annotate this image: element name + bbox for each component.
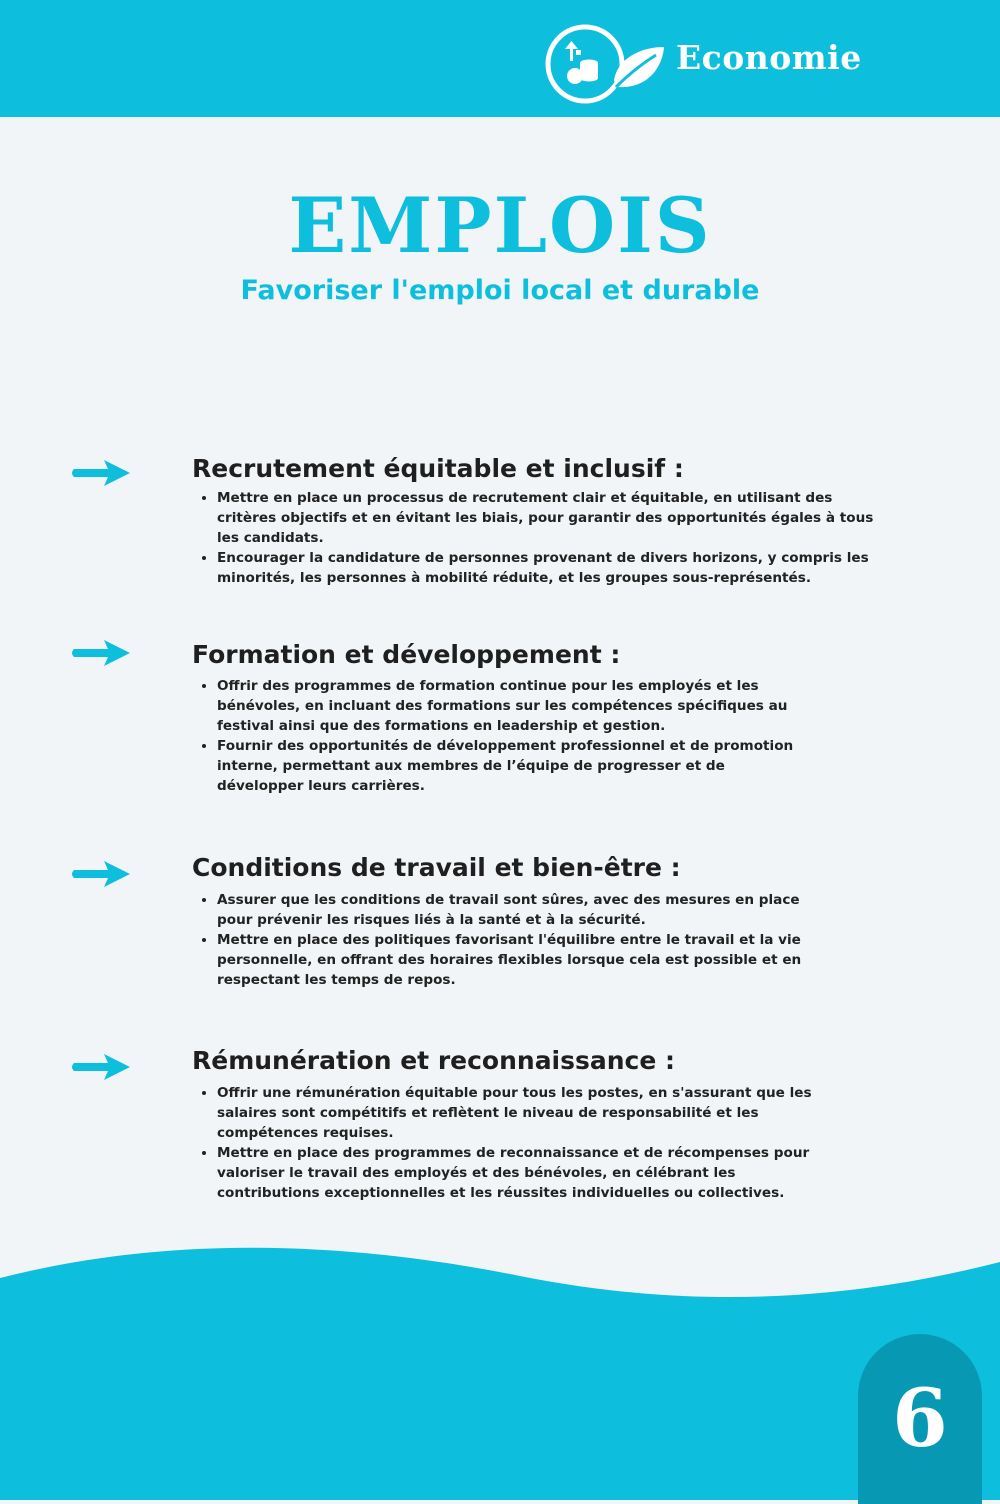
bullet-list [199,1083,814,1203]
bullet-item: Encourager la candidature de personnes provenant de divers horizons, y compris les minorités, les personnes à mobilité réduite, et les groupes sous-représentés. [199,548,889,588]
arrow-right-icon [70,638,132,668]
section-heading: Recrutement équitable et inclusif : [192,454,684,483]
bullet-item: Assurer que les conditions de travail sont sûres, avec des mesures en place pour prévenir les risques liés à la santé et à la sécurité. [199,890,839,930]
section-heading: Formation et développement : [192,640,621,669]
bullet-item: Mettre en place un processus de recrutement clair et équitable, en utilisant des critères objectifs et en évitant les biais, pour garantir des opportunités égales à tous les candidats. [199,488,889,548]
bullet-list [199,676,811,796]
bullet-item: Offrir une rémunération équitable pour tous les postes, en s'assurant que les salaires sont compétitifs et reflètent le niveau de responsabilité et les compétences requises. [199,1083,814,1143]
bullet-item: Fournir des opportunités de développement professionnel et de promotion interne, permettant aux membres de l’équipe de progresser et de développer leurs carrières. [199,736,811,796]
bullet-item: Offrir des programmes de formation continue pour les employés et les bénévoles, en incluant des formations sur les compétences spécifiques au festival ainsi que des formations en leadership et gestion. [199,676,811,736]
bullet-item: Mettre en place des politiques favorisant l'équilibre entre le travail et la vie personnelle, en offrant des horaires flexibles lorsque cela est possible et en respectant les temps de repos. [199,930,839,990]
page-number: 6 [892,1371,948,1465]
bullet-list [199,890,839,990]
section-heading: Rémunération et reconnaissance : [192,1046,676,1075]
arrow-right-icon [70,859,132,889]
bullet-list [199,488,889,588]
arrow-right-icon [70,458,132,488]
arrow-right-icon [70,1052,132,1082]
bullet-item: Mettre en place des programmes de reconnaissance et de récompenses pour valoriser le travail des employés et des bénévoles, en célébrant les contributions exceptionnelles et les réussites individuelles ou collectives. [199,1143,814,1203]
coins-growth-leaf-icon [540,19,672,109]
brand-label: Economie [676,38,862,77]
page-title: EMPLOIS [288,181,712,270]
bottom-wave [0,1240,1000,1500]
section-heading: Conditions de travail et bien-être : [192,853,681,882]
page-subtitle: Favoriser l'emploi local et durable [240,275,760,306]
